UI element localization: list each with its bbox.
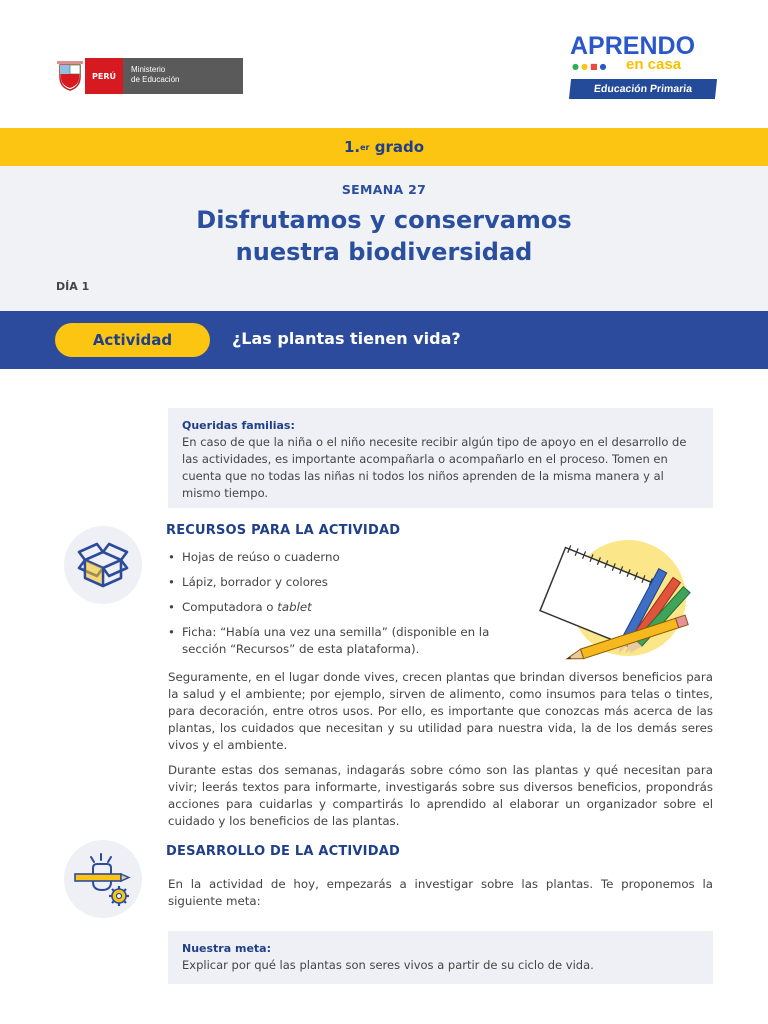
resources-list — [168, 549, 528, 666]
brand-band: Educación Primaria — [569, 79, 717, 99]
development-heading: DESARROLLO DE LA ACTIVIDAD — [166, 844, 400, 859]
grade-number: 1. — [343, 138, 361, 156]
ministry-name — [123, 58, 243, 94]
list-item-text: Computadora o — [182, 600, 278, 614]
aprendo-en-casa-logo — [566, 32, 716, 102]
resources-heading: RECURSOS PARA LA ACTIVIDAD — [166, 523, 401, 538]
box-icon — [64, 526, 142, 604]
title-line1: Disfrutamos y conservamos — [196, 206, 572, 234]
goal-note — [168, 931, 713, 984]
families-note-heading: Queridas familias: — [182, 419, 295, 432]
activity-band — [0, 311, 768, 369]
title-section — [0, 166, 768, 311]
day-label: DÍA 1 — [56, 280, 90, 293]
title-line2: nuestra biodiversidad — [235, 238, 533, 266]
families-note — [168, 408, 713, 508]
goal-heading: Nuestra meta: — [182, 942, 271, 955]
goal-body: Explicar por qué las plantas son seres vivos a partir de su ciclo de vida. — [182, 958, 594, 972]
intro-paragraph-1: Seguramente, en el lugar donde vives, crecen plantas que brindan diversos beneficios para la salud y el ambiente; por ejemplo, sirven de alimento, como insumos para telas o tintes, para decoración, entre otros usos. Por ello, es importante que conozcas más acerca de las plantas, los cuidados que necesitan y su utilidad para nuestra vida, la de los demás seres vivos y el ambiente. — [168, 670, 713, 752]
list-item: • Ficha: “Había una vez una semilla” (disponible en la sección “Recursos” de esta plataforma). — [168, 624, 528, 658]
development-intro: En la actividad de hoy, empezarás a investigar sobre las plantas. Te proponemos la siguiente meta: — [168, 877, 713, 908]
ministry-line1: Ministerio — [131, 65, 166, 74]
page-title — [0, 204, 768, 268]
minedu-logo — [55, 58, 243, 94]
peru-shield-icon — [55, 58, 85, 94]
peru-label: PERÚ — [85, 58, 123, 94]
list-item: • Lápiz, borrador y colores — [168, 574, 528, 591]
brand-line2: en casa — [626, 56, 682, 73]
intro-paragraph-2: Durante estas dos semanas, indagarás sobre cómo son las plantas y qué necesitan para vivir; leerás textos para informarte, investigarás sobre sus diversos beneficios, propondrás acciones para cuidarlas y compartirás lo aprendido al elaborar un organizador sobre el cuidado y los beneficios de las plantas. — [168, 763, 713, 828]
week-label: SEMANA 27 — [341, 182, 427, 197]
page-header — [0, 0, 768, 128]
families-note-body: En caso de que la niña o el niño necesite recibir algún tipo de apoyo en el desarrollo de las actividades, es importante acompañarla o acompañarlo en el proceso. Tomen en cuenta que no todas las niñas ni todos los niños aprenden de la misma manera y al mismo tiempo. — [182, 435, 687, 500]
brand-dots: ●●■● — [572, 62, 609, 71]
hand-pencil-gear-icon — [64, 840, 142, 918]
activity-title: ¿Las plantas tienen vida? — [232, 329, 461, 348]
activity-pill: Actividad — [55, 323, 210, 357]
grade-band — [0, 128, 768, 166]
grade-suffix: er — [360, 142, 370, 152]
brand-line1: APRENDO — [570, 32, 696, 60]
grade-word: grado — [374, 138, 425, 156]
list-item-italic: tablet — [277, 600, 312, 614]
list-item — [168, 599, 528, 616]
ministry-line2: de Educación — [131, 75, 180, 84]
notebook-pencils-icon — [528, 536, 698, 664]
list-item: • Hojas de reúso o cuaderno — [168, 549, 528, 566]
